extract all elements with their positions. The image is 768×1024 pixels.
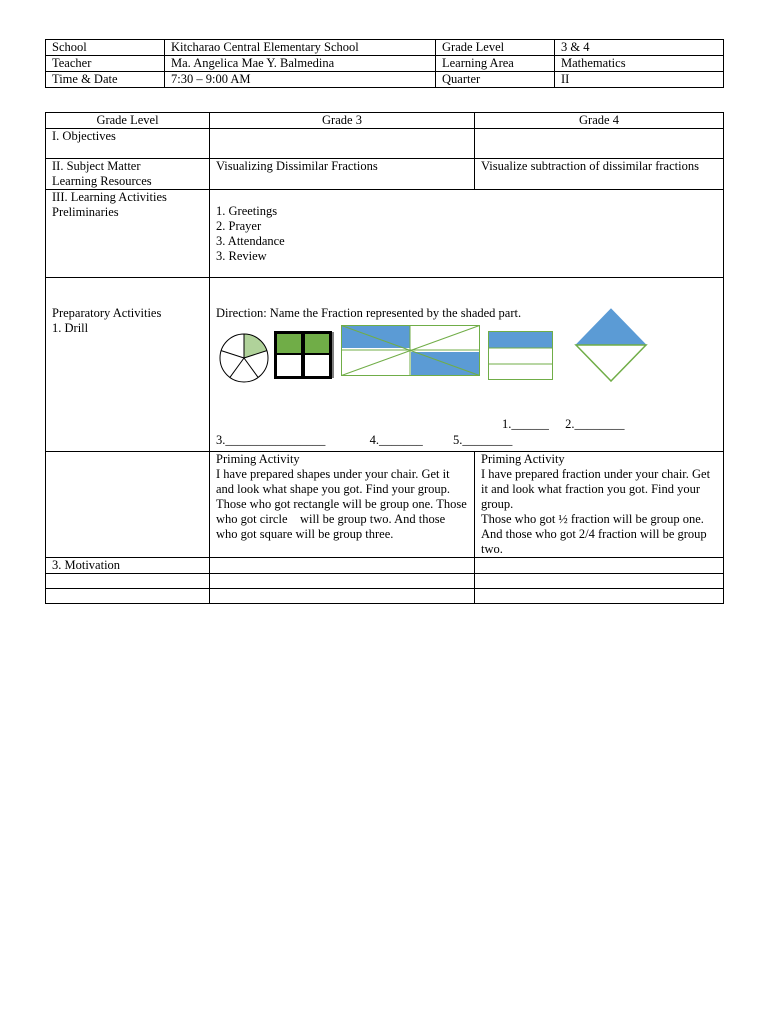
answer-blanks-top [502,417,625,432]
preliminary-item-review: 3. Review [216,249,267,263]
header-grade-4: Grade 4 [475,113,724,129]
school-value: Kitcharao Central Elementary School [165,40,436,56]
subject-matter-g4: Visualize subtraction of dissimilar fractions [475,159,724,190]
priming-g4-title: Priming Activity [481,452,565,466]
priming-g3-title: Priming Activity [216,452,300,466]
objectives-row [46,129,724,159]
objectives-label: I. Objectives [46,129,210,159]
empty-cell [475,574,724,589]
answer-blanks-bottom [216,433,512,448]
learning-area-label: Learning Area [436,56,555,72]
preparatory-label [46,278,210,452]
preliminary-item-attendance: 3. Attendance [216,234,285,248]
answer-blank-3: 3.________________ [216,433,326,447]
empty-cell [46,589,210,604]
priming-g3-instructions: I have prepared shapes under your chair. Get it and look what shape you got. Find your group. [216,467,451,496]
priming-g4-group-one: Those who got ½ fraction will be group one. [481,512,704,526]
preparatory-label-line1: Preparatory Activities [52,306,162,320]
learning-area-value: Mathematics [555,56,724,72]
empty-cell [210,589,475,604]
teacher-value: Ma. Angelica Mae Y. Balmedina [165,56,436,72]
learning-activities-label [46,190,210,278]
preliminaries-list [210,190,724,278]
info-row-school [46,40,724,56]
info-row-teacher [46,56,724,72]
empty-cell [210,574,475,589]
subject-matter-row [46,159,724,190]
diamond-fraction-shape [574,307,648,383]
grade-level-value: 3 & 4 [555,40,724,56]
preliminaries-label: Preliminaries [52,205,119,219]
empty-row [46,574,724,589]
drill-content [210,278,724,452]
motivation-g3 [210,558,475,574]
priming-label [46,452,210,558]
header-grade-3: Grade 3 [210,113,475,129]
learning-activities-row [46,190,724,278]
preliminary-item-greetings: 1. Greetings [216,204,278,218]
priming-g4-instructions: I have prepared fraction under your chair. Get it and look what fraction you got. Find your group. [481,467,711,511]
priming-g4 [475,452,724,558]
answer-blank-5: 5.________ [453,433,513,447]
rectangle-diagonal-fraction-shape [341,325,481,377]
objectives-g4 [475,129,724,159]
answer-blank-2: 2.________ [565,417,625,431]
time-label: Time & Date [46,72,165,88]
learning-activities-label-line1: III. Learning Activities [52,190,167,204]
answer-blank-1: 1.______ [502,417,549,431]
priming-g3-grouping: Those who got rectangle will be group one. Those who got circle will be group two. And those who got square will be group three. [216,497,470,541]
teacher-label: Teacher [46,56,165,72]
subject-matter-label-line1: II. Subject Matter [52,159,141,173]
subject-matter-g3: Visualizing Dissimilar Fractions [210,159,475,190]
answer-blank-4: 4._______ [369,433,423,447]
priming-activity-row [46,452,724,558]
rectangle-thirds-fraction-shape [488,331,554,381]
quarter-value: II [555,72,724,88]
empty-row [46,589,724,604]
priming-g4-group-two: And those who got 2/4 fraction will be group two. [481,527,707,556]
drill-direction: Direction: Name the Fraction represented by the shaded part. [216,306,522,320]
motivation-row [46,558,724,574]
drill-shapes [216,321,717,451]
empty-cell [46,574,210,589]
school-label: School [46,40,165,56]
header-grade-level: Grade Level [46,113,210,129]
objectives-g3 [210,129,475,159]
priming-g3 [210,452,475,558]
time-value: 7:30 – 9:00 AM [165,72,436,88]
quarter-label: Quarter [436,72,555,88]
motivation-label: 3. Motivation [46,558,210,574]
info-row-time [46,72,724,88]
drill-label: 1. Drill [52,321,89,335]
header-info-table [45,39,724,88]
preparatory-row [46,278,724,452]
learning-resources-label: Learning Resources [52,174,152,188]
lesson-plan-table [45,112,724,604]
square-fraction-shape [274,331,334,381]
grade-level-label: Grade Level [436,40,555,56]
empty-cell [475,589,724,604]
circle-fraction-shape [219,333,269,383]
plan-header-row [46,113,724,129]
motivation-g4 [475,558,724,574]
preliminary-item-prayer: 2. Prayer [216,219,262,233]
subject-matter-label [46,159,210,190]
